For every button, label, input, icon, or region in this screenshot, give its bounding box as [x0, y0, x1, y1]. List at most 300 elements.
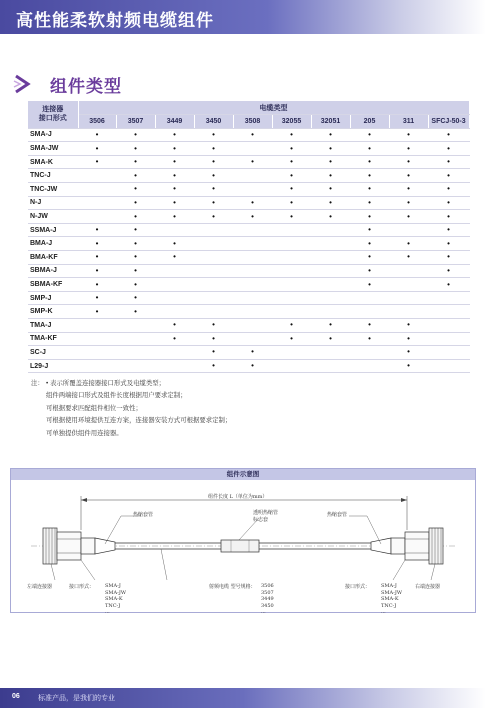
- footer-slogan: 标准产品，是我们的专业: [38, 695, 115, 702]
- compatible-mark: •: [407, 157, 410, 167]
- note-line: 组件两端接口形式及组件长度根据用户要求定制；: [46, 392, 187, 400]
- compatibility-cell: [272, 305, 311, 319]
- compatible-mark: •: [407, 320, 410, 330]
- connector-type-label: SBMA-KF: [28, 278, 78, 292]
- compatibility-cell: [272, 237, 311, 251]
- compatibility-cell: [194, 346, 233, 360]
- compatible-mark: •: [251, 211, 254, 221]
- compatibility-cell: [272, 264, 311, 278]
- compatibility-cell: [389, 305, 428, 319]
- compatibility-cell: [233, 319, 272, 333]
- compatible-mark: •: [329, 333, 332, 343]
- compatible-mark: •: [134, 170, 137, 180]
- compatibility-cell: [155, 237, 194, 251]
- compatible-mark: •: [173, 238, 176, 248]
- connector-type-label: TMA-J: [28, 319, 78, 333]
- cable-type-header: 311: [389, 115, 428, 129]
- compatible-mark: •: [251, 197, 254, 207]
- right-connector-label: 右端连接器: [415, 584, 441, 590]
- compatibility-cell: [116, 169, 155, 183]
- compatibility-cell: [155, 128, 194, 142]
- connector-type-label: BMA-J: [28, 237, 78, 251]
- note-row-4: [31, 428, 231, 440]
- compatible-mark: •: [447, 252, 450, 262]
- compatible-mark: •: [134, 184, 137, 194]
- compatibility-cell: [389, 359, 428, 373]
- matrix-body: [28, 128, 469, 373]
- compatibility-cell: [272, 210, 311, 224]
- compatibility-cell: [311, 169, 350, 183]
- compatibility-cell: [155, 264, 194, 278]
- compatibility-cell: [78, 183, 116, 197]
- compatible-mark: •: [251, 347, 254, 357]
- corner-header-line-1: 连接器: [42, 106, 64, 114]
- compatible-mark: •: [95, 129, 99, 139]
- compatibility-cell: [428, 264, 469, 278]
- compatible-mark: •: [134, 279, 137, 289]
- table-row: [28, 319, 469, 333]
- compatibility-cell: [350, 359, 389, 373]
- compatible-mark: •: [368, 320, 371, 330]
- compatible-mark: •: [173, 333, 176, 343]
- compatible-mark: •: [95, 279, 99, 289]
- compatibility-cell: [428, 237, 469, 251]
- compatibility-cell: [155, 332, 194, 346]
- compatible-mark: •: [212, 211, 215, 221]
- connector-type-label: SMA-JW: [28, 142, 78, 156]
- compatibility-cell: [428, 169, 469, 183]
- compatibility-cell: [194, 183, 233, 197]
- compatibility-cell: [233, 128, 272, 142]
- compatibility-cell: [272, 332, 311, 346]
- compatible-mark: •: [447, 170, 450, 180]
- compatibility-cell: [428, 128, 469, 142]
- compatible-mark: •: [95, 252, 99, 262]
- compatibility-cell: [350, 332, 389, 346]
- cable-type-header: 32051: [311, 115, 350, 129]
- compatible-mark: •: [212, 184, 215, 194]
- compatible-mark: •: [134, 238, 137, 248]
- compatibility-cell: [78, 332, 116, 346]
- compatibility-cell: [194, 305, 233, 319]
- compatible-mark: •: [173, 129, 176, 139]
- page-header-bar: [0, 0, 486, 34]
- compatibility-cell: [116, 251, 155, 265]
- compatibility-cell: [272, 346, 311, 360]
- cable-type-header: 3507: [116, 115, 155, 129]
- compatible-mark: •: [447, 279, 450, 289]
- compatible-mark: •: [134, 197, 137, 207]
- compatible-mark: •: [407, 129, 410, 139]
- table-row: [28, 251, 469, 265]
- compatible-mark: •: [407, 197, 410, 207]
- left-interface-list: SMA-J SMA-JW SMA-K TNC-J ...: [105, 583, 126, 615]
- compatible-mark: •: [212, 129, 215, 139]
- compatibility-cell: [272, 169, 311, 183]
- compatibility-cell: [194, 223, 233, 237]
- compatibility-cell: [350, 251, 389, 265]
- page-header-title: 高性能柔软射频电缆组件: [16, 11, 214, 31]
- compatible-mark: •: [329, 197, 332, 207]
- compatibility-cell: [350, 278, 389, 292]
- notes-block: [31, 378, 231, 440]
- compatibility-cell: [78, 251, 116, 265]
- compatibility-cell: [233, 278, 272, 292]
- compatibility-cell: [194, 359, 233, 373]
- compatibility-cell: [311, 142, 350, 156]
- cable-type-header: 3450: [194, 115, 233, 129]
- compatible-mark: •: [134, 129, 137, 139]
- table-row: [28, 142, 469, 156]
- right-connector-drawing: [371, 528, 443, 564]
- compatibility-cell: [389, 332, 428, 346]
- compatibility-cell: [311, 128, 350, 142]
- compatible-mark: •: [290, 157, 293, 167]
- compatibility-cell: [428, 359, 469, 373]
- compatible-mark: •: [447, 143, 450, 153]
- cable-type-header: 205: [350, 115, 389, 129]
- cable-type-header: SFCJ-50-3: [428, 115, 469, 129]
- compatibility-cell: [116, 128, 155, 142]
- note-row-1: [31, 390, 231, 402]
- compatible-mark: •: [368, 211, 371, 221]
- compatible-mark: •: [212, 347, 215, 357]
- compatibility-cell: [155, 346, 194, 360]
- compatibility-cell: [155, 291, 194, 305]
- compatible-mark: •: [407, 361, 410, 371]
- compatibility-cell: [389, 278, 428, 292]
- compatible-mark: •: [407, 252, 410, 262]
- compatibility-cell: [272, 319, 311, 333]
- connector-type-label: TNC-J: [28, 169, 78, 183]
- compatibility-cell: [155, 319, 194, 333]
- compatibility-cell: [233, 291, 272, 305]
- compatibility-cell: [350, 196, 389, 210]
- connector-type-label: SMA-J: [28, 128, 78, 142]
- compatible-mark: •: [447, 225, 450, 235]
- connector-type-label: TMA-KF: [28, 332, 78, 346]
- compatibility-cell: [194, 155, 233, 169]
- compatible-mark: •: [251, 361, 254, 371]
- compatibility-cell: [389, 169, 428, 183]
- compatible-mark: •: [368, 225, 371, 235]
- compatibility-cell: [116, 223, 155, 237]
- compatible-mark: •: [95, 238, 99, 248]
- compatible-mark: •: [212, 333, 215, 343]
- compatibility-cell: [78, 346, 116, 360]
- section-heading: [12, 74, 122, 97]
- compatibility-cell: [311, 196, 350, 210]
- compatibility-cell: [116, 359, 155, 373]
- compatibility-cell: [116, 346, 155, 360]
- left-connector-label: 左端连接器: [27, 584, 53, 590]
- cable-type-list: 3506 3507 3449 3450 ...: [261, 583, 274, 615]
- compatible-mark: •: [407, 333, 410, 343]
- page-footer-bar: [0, 688, 486, 708]
- compatibility-cell: [116, 183, 155, 197]
- compatible-mark: •: [212, 170, 215, 180]
- compatible-mark: •: [290, 320, 293, 330]
- compatible-mark: •: [290, 333, 293, 343]
- compatible-mark: •: [95, 143, 99, 153]
- connector-type-label: N-J: [28, 196, 78, 210]
- compatibility-cell: [233, 196, 272, 210]
- note-line: 可根据使用环境提供互连方案，连接器安装方式可根据要求定制；: [46, 417, 232, 425]
- compatible-mark: •: [134, 252, 137, 262]
- compatibility-cell: [272, 183, 311, 197]
- compatibility-cell: [78, 169, 116, 183]
- compatibility-cell: [311, 264, 350, 278]
- compatibility-cell: [116, 332, 155, 346]
- compatibility-cell: [116, 155, 155, 169]
- compatibility-cell: [428, 223, 469, 237]
- compatibility-cell: [116, 319, 155, 333]
- compatible-mark: •: [95, 157, 99, 167]
- compatibility-cell: [78, 196, 116, 210]
- compatibility-cell: [78, 142, 116, 156]
- compatibility-cell: [311, 346, 350, 360]
- compatible-mark: •: [251, 129, 254, 139]
- compatibility-cell: [350, 237, 389, 251]
- compatibility-cell: [78, 278, 116, 292]
- table-row: [28, 155, 469, 169]
- compatible-mark: •: [407, 347, 410, 357]
- compatibility-cell: [428, 155, 469, 169]
- connector-type-label: BMA-KF: [28, 251, 78, 265]
- compatibility-cell: [389, 210, 428, 224]
- compatibility-cell: [194, 196, 233, 210]
- compatible-mark: •: [447, 211, 450, 221]
- compatibility-cell: [311, 278, 350, 292]
- compatibility-cell: [78, 359, 116, 373]
- compatibility-cell: [389, 264, 428, 278]
- compatibility-cell: [233, 223, 272, 237]
- compatible-mark: •: [407, 170, 410, 180]
- compatible-mark: •: [173, 211, 176, 221]
- compatible-mark: •: [329, 184, 332, 194]
- compatibility-cell: [233, 332, 272, 346]
- compatibility-cell: [78, 237, 116, 251]
- compatibility-cell: [428, 183, 469, 197]
- compatibility-cell: [311, 359, 350, 373]
- compatibility-cell: [389, 223, 428, 237]
- section-title: 组件类型: [50, 76, 122, 97]
- compatibility-cell: [350, 346, 389, 360]
- compatibility-cell: [272, 359, 311, 373]
- cable-type-header: 32055: [272, 115, 311, 129]
- compatible-mark: •: [134, 143, 137, 153]
- compatibility-cell: [389, 291, 428, 305]
- cable-type-header-row: [28, 115, 469, 129]
- compatible-mark: •: [329, 129, 332, 139]
- compatible-mark: •: [368, 184, 371, 194]
- compatibility-cell: [428, 346, 469, 360]
- compatibility-cell: [116, 196, 155, 210]
- heat-shrink-left-label: 热缩套管: [133, 512, 154, 518]
- compatibility-cell: [194, 264, 233, 278]
- compatible-mark: •: [368, 333, 371, 343]
- compatible-mark: •: [407, 211, 410, 221]
- compatible-mark: •: [212, 143, 215, 153]
- compatibility-cell: [116, 142, 155, 156]
- note-row-2: [31, 403, 231, 415]
- compatible-mark: •: [368, 157, 371, 167]
- table-row: [28, 210, 469, 224]
- compatibility-cell: [194, 319, 233, 333]
- compatibility-cell: [116, 210, 155, 224]
- compatible-mark: •: [368, 265, 371, 275]
- cable-spec-label: 射频电缆 型号规格：: [209, 584, 256, 590]
- connector-type-label: SSMA-J: [28, 223, 78, 237]
- page-number: 06: [12, 693, 20, 700]
- compatible-mark: •: [368, 197, 371, 207]
- table-row: [28, 237, 469, 251]
- compatible-mark: •: [134, 306, 137, 316]
- compatibility-cell: [233, 346, 272, 360]
- marker-sleeve-label: 透明热缩管 标志套: [253, 510, 279, 523]
- compatibility-cell: [350, 128, 389, 142]
- compatible-mark: •: [368, 129, 371, 139]
- connector-type-label: TNC-JW: [28, 183, 78, 197]
- compatibility-cell: [428, 251, 469, 265]
- compatibility-cell: [428, 305, 469, 319]
- compatibility-cell: [116, 264, 155, 278]
- table-row: [28, 169, 469, 183]
- compatible-mark: •: [173, 252, 176, 262]
- compatible-mark: •: [173, 157, 176, 167]
- compatible-mark: •: [212, 157, 215, 167]
- compatibility-cell: [311, 305, 350, 319]
- compatibility-cell: [116, 237, 155, 251]
- table-row: [28, 264, 469, 278]
- compatible-mark: •: [447, 184, 450, 194]
- compatibility-cell: [272, 291, 311, 305]
- compatibility-cell: [155, 359, 194, 373]
- compatibility-cell: [350, 183, 389, 197]
- compatibility-cell: [311, 291, 350, 305]
- compatible-mark: •: [329, 211, 332, 221]
- compatibility-cell: [428, 142, 469, 156]
- compatibility-cell: [78, 210, 116, 224]
- compatibility-cell: [78, 128, 116, 142]
- compatible-mark: •: [407, 184, 410, 194]
- table-row: [28, 278, 469, 292]
- compatible-mark: •: [329, 320, 332, 330]
- compatible-mark: •: [368, 238, 371, 248]
- compatible-mark: •: [447, 265, 450, 275]
- table-row: [28, 305, 469, 319]
- table-row: [28, 223, 469, 237]
- compatible-mark: •: [368, 252, 371, 262]
- compatible-mark: •: [95, 265, 99, 275]
- compatibility-cell: [428, 319, 469, 333]
- compatibility-cell: [311, 251, 350, 265]
- compatibility-cell: [311, 183, 350, 197]
- note-row-0: [31, 378, 231, 390]
- connector-type-label: L29-J: [28, 359, 78, 373]
- compatibility-cell: [350, 210, 389, 224]
- note-row-3: [31, 415, 231, 427]
- notes-prefix: 注：: [31, 380, 44, 387]
- compatibility-cell: [350, 169, 389, 183]
- compatibility-cell: [155, 251, 194, 265]
- compatibility-cell: [389, 183, 428, 197]
- compatible-mark: •: [290, 143, 293, 153]
- compatibility-cell: [194, 142, 233, 156]
- compatibility-cell: [311, 155, 350, 169]
- compatibility-cell: [194, 210, 233, 224]
- compatibility-cell: [272, 223, 311, 237]
- table-row: [28, 196, 469, 210]
- compatibility-cell: [78, 264, 116, 278]
- compatibility-cell: [428, 210, 469, 224]
- compatible-mark: •: [212, 320, 215, 330]
- compatibility-cell: [116, 291, 155, 305]
- compatibility-cell: [428, 278, 469, 292]
- compatible-mark: •: [173, 143, 176, 153]
- compatibility-cell: [272, 155, 311, 169]
- compatibility-cell: [155, 155, 194, 169]
- connector-type-label: SBMA-J: [28, 264, 78, 278]
- compatible-mark: •: [290, 197, 293, 207]
- compatible-mark: •: [95, 293, 99, 303]
- cable-type-header: 3449: [155, 115, 194, 129]
- compatibility-cell: [78, 155, 116, 169]
- compatible-mark: •: [212, 197, 215, 207]
- assembly-diagram: [10, 468, 476, 613]
- compatibility-cell: [155, 169, 194, 183]
- left-connector-drawing: [43, 528, 115, 564]
- compatible-mark: •: [95, 306, 99, 316]
- compatible-mark: •: [368, 143, 371, 153]
- compatibility-cell: [389, 128, 428, 142]
- compatibility-cell: [350, 155, 389, 169]
- note-line: • 表示所覆盖连接器接口形式及电缆类型；: [46, 380, 166, 387]
- heat-shrink-right-label: 热缩套管: [327, 512, 348, 518]
- compatibility-cell: [155, 278, 194, 292]
- compatibility-cell: [194, 291, 233, 305]
- compatible-mark: •: [173, 320, 176, 330]
- compatible-mark: •: [447, 157, 450, 167]
- compatible-mark: •: [134, 157, 137, 167]
- compatibility-cell: [350, 305, 389, 319]
- compatibility-cell: [194, 128, 233, 142]
- compatibility-cell: [311, 332, 350, 346]
- compatible-mark: •: [407, 238, 410, 248]
- compatibility-cell: [311, 319, 350, 333]
- note-line: 可根据要求匹配组件相位一致性；: [46, 404, 142, 412]
- compatibility-cell: [116, 305, 155, 319]
- compatible-mark: •: [329, 170, 332, 180]
- compatibility-cell: [233, 142, 272, 156]
- table-row: [28, 128, 469, 142]
- compatible-mark: •: [368, 279, 371, 289]
- table-row: [28, 291, 469, 305]
- compatible-mark: •: [173, 197, 176, 207]
- compatibility-cell: [233, 169, 272, 183]
- compatibility-cell: [78, 223, 116, 237]
- length-label: 组件长度 L（单位为mm）: [208, 494, 268, 500]
- left-interface-label: 接口形式：: [69, 584, 95, 590]
- compatibility-cell: [350, 319, 389, 333]
- table-row: [28, 346, 469, 360]
- table-row: [28, 183, 469, 197]
- compatibility-cell: [311, 223, 350, 237]
- connector-type-label: N-JW: [28, 210, 78, 224]
- compatibility-cell: [428, 196, 469, 210]
- compatibility-cell: [389, 155, 428, 169]
- diagram-title: 组件示意图: [11, 469, 475, 480]
